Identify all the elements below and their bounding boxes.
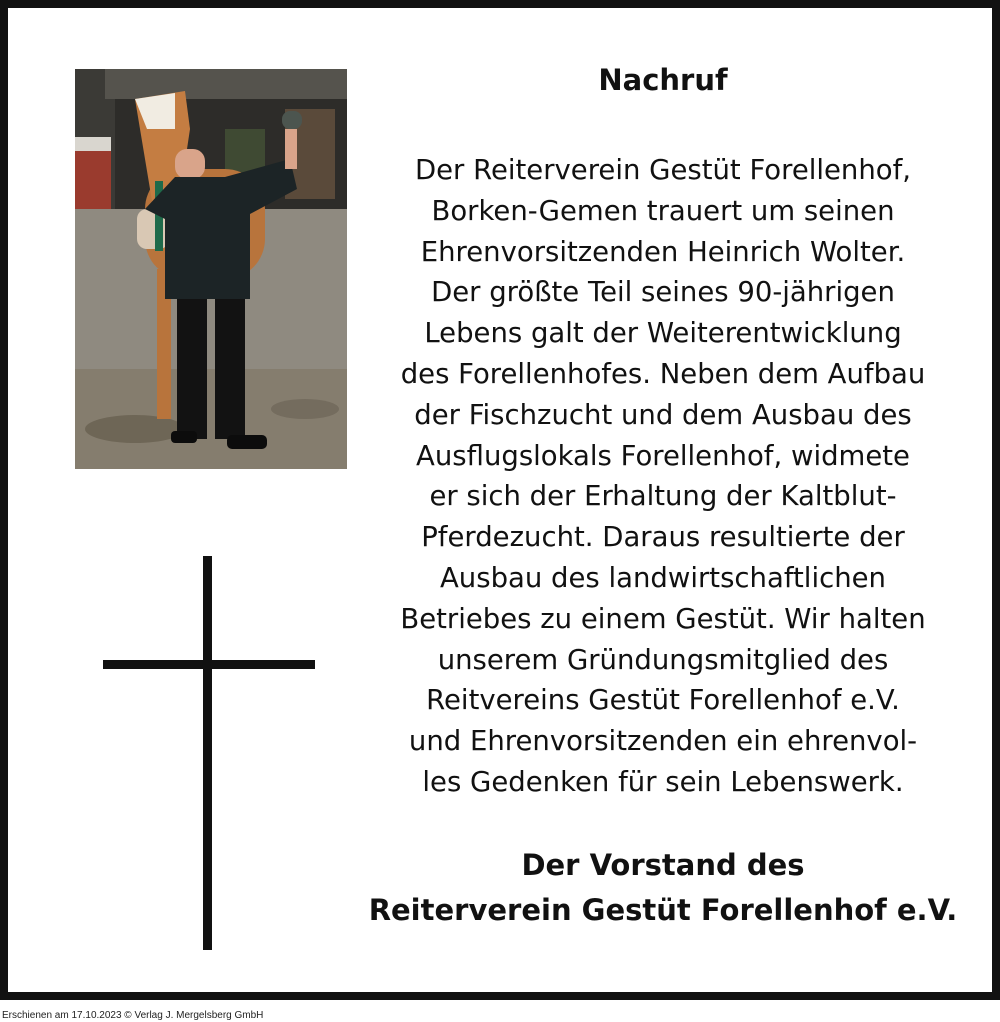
body-line: Ausflugslokals Forellenhof, widmete [416,439,910,472]
body-line: Ehrenvorsitzenden Heinrich Wolter. [420,235,906,268]
body-line: Reitvereins Gestüt Forellenhof e.V. [426,684,900,717]
memorial-cross-icon [103,556,315,950]
cross-vertical-bar [203,556,212,950]
obituary-text-column [368,58,958,933]
body-line: Borken-Gemen trauert um seinen [431,194,895,227]
publication-footer: Erschienen am 17.10.2023 © Verlag J. Mergelsberg GmbH [2,1010,264,1021]
body-line: des Forellenhofes. Neben dem Aufbau [400,357,926,390]
obituary-body [368,150,958,803]
obituary-title: Nachruf [598,63,728,97]
body-line: Der größte Teil seines 90-jährigen [431,276,895,309]
body-line: unserem Gründungsmitglied des [437,643,889,676]
body-line: Pferdezucht. Daraus resultierte der [421,521,905,554]
body-line: Betriebes zu einem Gestüt. Wir halten [400,602,926,635]
cross-horizontal-bar [103,660,315,669]
body-line: Der Reiterverein Gestüt Forellenhof, [414,154,912,186]
body-line: er sich der Erhaltung der Kaltblut- [429,480,897,513]
body-line: Ausbau des landwirtschaftlichen [440,561,886,594]
signature-line: Der Vorstand des [521,847,805,882]
portrait-photo [75,69,347,469]
body-line: les Gedenken für sein Lebenswerk. [422,765,904,798]
body-line: der Fischzucht und dem Ausbau des [414,398,912,431]
obituary-signature [368,843,958,933]
signature-line: Reiterverein Gestüt Forellenhof e.V. [368,892,958,927]
body-line: und Ehrenvorsitzenden ein ehrenvol- [408,725,918,758]
body-line: Lebens galt der Weiterentwicklung [424,317,902,350]
